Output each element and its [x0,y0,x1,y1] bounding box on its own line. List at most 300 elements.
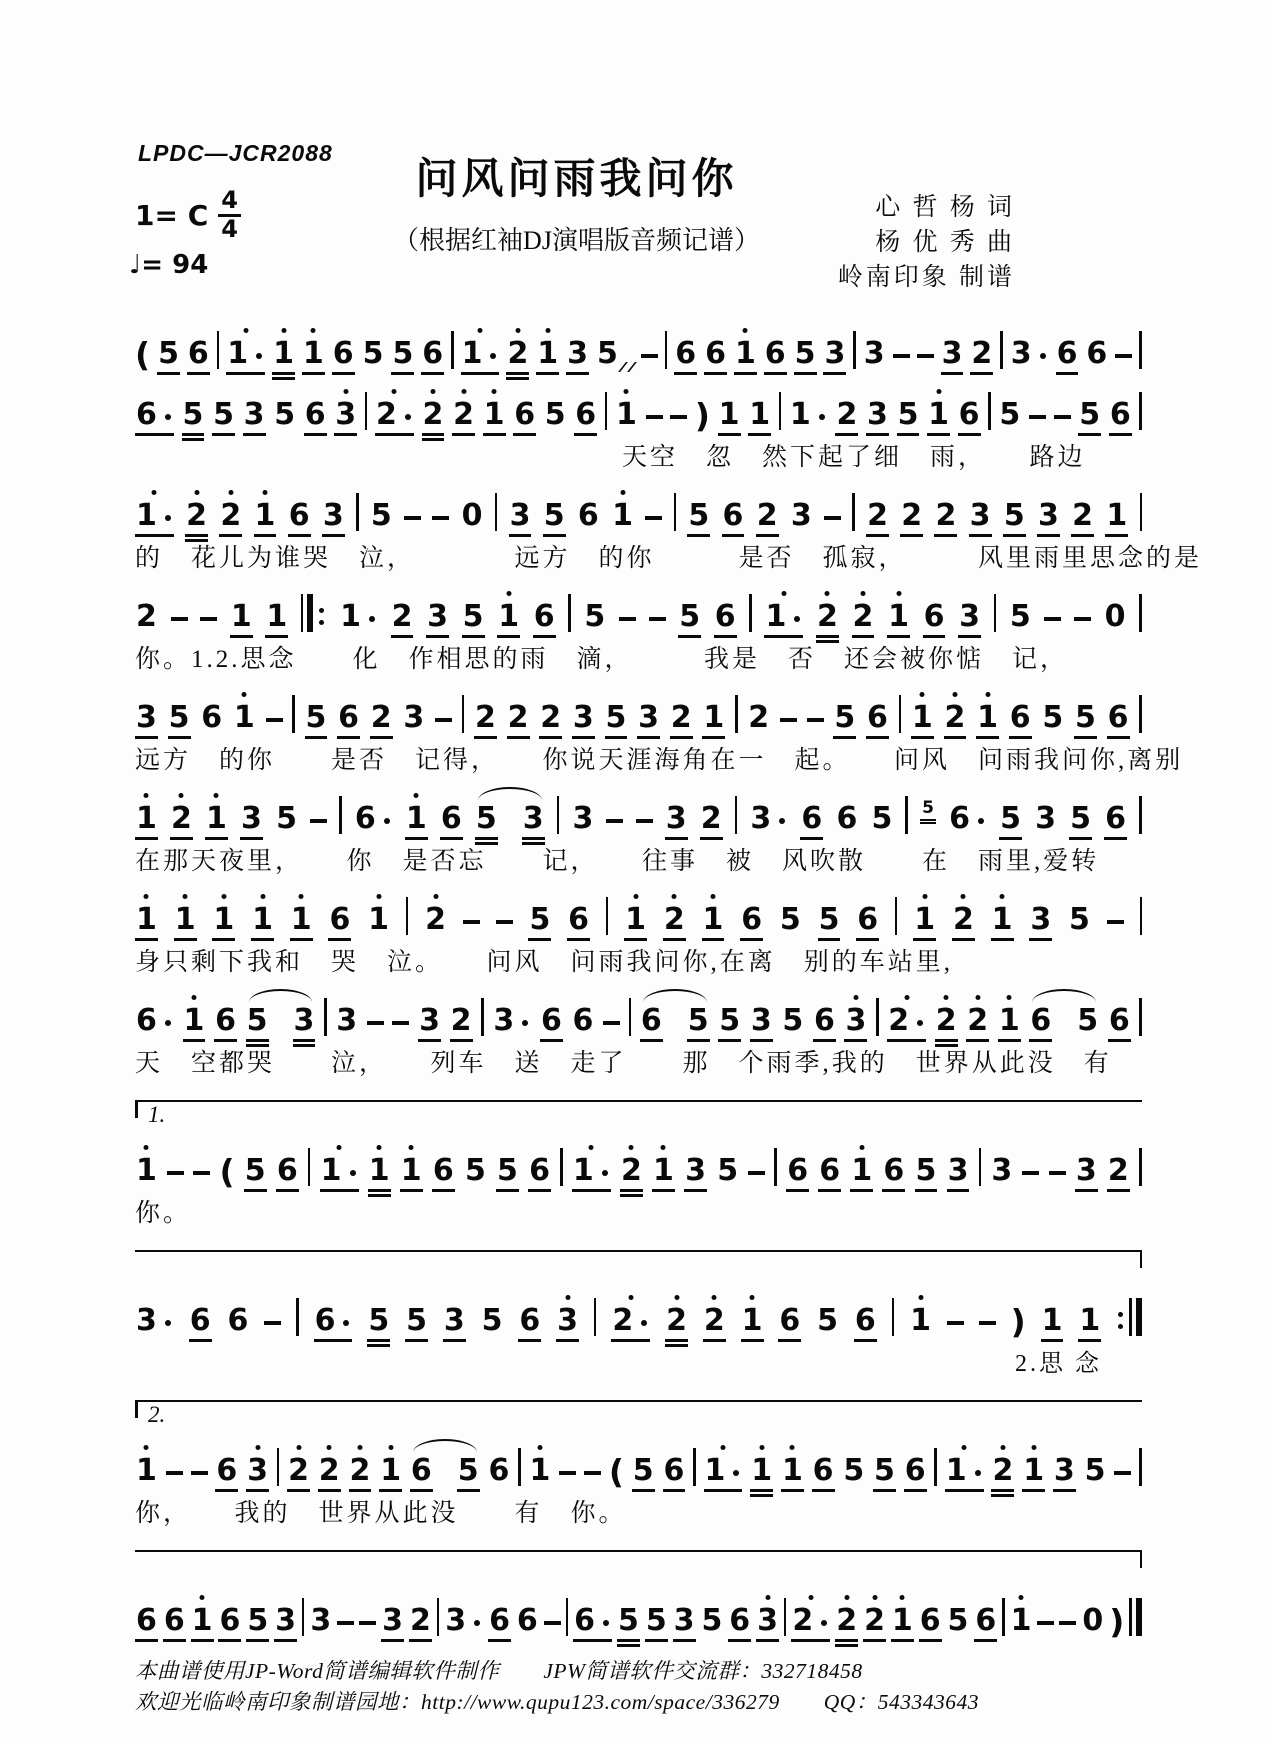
parenthesis: ) [1010,1302,1026,1341]
octave-dot [1019,1595,1024,1600]
footer-site-note: 欢迎光临岭南印象制谱园地：http://www.qupu123.com/space/336279 QQ：543343643 [135,1690,980,1714]
augmentation-dot [405,414,411,420]
note [781,1003,804,1038]
underline-eighth [426,635,449,638]
duration-dash [367,1021,384,1025]
note [1010,1603,1033,1638]
note-digit: 3 [293,1003,315,1038]
octave-dot [674,1295,679,1300]
underline-eighth [405,1339,428,1342]
note [304,397,327,432]
duration-dash [1054,415,1071,419]
note [421,336,444,371]
underline-sixteenth [991,1494,1014,1497]
note [572,700,595,735]
underline-eighth [652,1189,675,1192]
note-digit: 6 [540,1003,562,1038]
note-digit: 1 [252,902,273,937]
note-digit: 1 [537,336,559,371]
note [764,336,787,371]
note-digit: 6 [722,498,744,533]
underline-sixteenth [620,1194,643,1197]
underline-eighth [1075,1189,1098,1192]
note [135,902,158,937]
note-digit: 2 [864,1603,885,1638]
note-digit: 2 [612,1303,634,1338]
slur-arc [249,989,313,1004]
note [818,1153,841,1188]
octave-dot [311,328,316,333]
note-digit: 1 [1079,1303,1101,1338]
note-digit: 3 [969,498,991,533]
note [702,700,725,735]
note-digit: 3 [1030,902,1052,937]
underline-eighth [391,635,414,638]
underline-eighth [410,1489,433,1492]
note-digit: 2 [349,1453,371,1488]
underline-eighth [349,1489,372,1492]
duration-dash [1044,617,1061,621]
underline-eighth [944,736,967,739]
note [887,1003,926,1038]
note-digit: 6 [1056,336,1078,371]
note [246,1003,269,1038]
note [432,1153,455,1188]
underline-eighth [183,1039,206,1042]
note [812,1453,835,1488]
note-digit: 1 [174,902,196,937]
barline [1139,695,1142,733]
note-digit: 2 [944,700,966,735]
note [947,1603,970,1638]
underline-eighth [251,938,274,941]
lyrics-line: 你。1.2.思念 化 作相思的雨 滴， 我是 否 还会被你惦 记， [135,646,1069,673]
note [571,1003,594,1038]
underline-eighth [818,1189,841,1192]
note-digit: 3 [243,397,265,432]
barline [560,1148,563,1186]
duration-dash [824,516,841,520]
note [226,336,265,371]
notation-line [135,1138,1142,1191]
note [337,700,360,735]
octave-dot [710,894,715,899]
barline [365,392,368,430]
underline-eighth [665,837,688,840]
note [305,700,328,735]
underline-eighth [567,938,590,941]
underline-eighth [958,433,981,436]
octave-dot [712,1295,717,1300]
note-digit: 1 [625,902,646,937]
underline-eighth [205,837,228,840]
note-digit: 6 [883,1153,905,1188]
note-digit: 3 [572,801,594,836]
notation-line [135,1288,1142,1341]
note-digit: 2 [935,498,957,533]
underline-eighth [418,1039,441,1042]
barline [217,331,220,369]
underline-eighth [488,1639,511,1642]
augmentation-dot [641,1320,647,1326]
note [673,1603,696,1638]
note-digit: 2 [663,902,685,937]
underline-eighth [678,635,701,638]
lyrics-line: 你， 我的 世界从此没 有 你。 [135,1500,627,1527]
augmentation-dot [165,515,171,521]
underline-eighth [276,1189,299,1192]
note-digit: 6 [867,700,888,735]
note [670,700,693,735]
note [911,700,934,735]
underline-eighth [334,433,357,436]
notation-line [135,887,1142,935]
underline-eighth [833,736,856,739]
note-digit: 2 [370,700,392,735]
page-content [129,0,1203,1718]
barline [277,1448,280,1486]
note-digit: 6 [854,1303,876,1338]
song-title: 问风问雨我问你 [415,157,738,203]
octave-dot [144,894,149,899]
octave-dot [975,995,980,1000]
note [212,397,235,432]
note [475,801,498,836]
note [135,1603,158,1638]
underline-eighth [290,938,313,941]
underline-eighth [756,534,779,537]
underline-eighth [135,534,174,537]
note [741,1303,764,1338]
note [507,700,530,735]
barline [774,1148,777,1186]
note [320,1153,359,1188]
note-digit: 3 [310,1603,332,1638]
underline-eighth [670,736,693,739]
underline-eighth [189,1339,212,1342]
note-digit: 3 [427,599,448,634]
note-digit: 5 [1042,700,1064,735]
underline-eighth [288,534,311,537]
underline-eighth [1053,1489,1076,1492]
note [1109,397,1132,432]
underline-eighth [812,1489,835,1492]
octave-dot [790,1445,795,1450]
note-digit: 3 [959,599,980,634]
note-digit: 5 [947,1603,969,1638]
tremolo-mark [618,362,637,372]
note [620,1153,643,1188]
note [800,801,823,836]
note [391,336,414,371]
underline-eighth [367,1339,390,1342]
octave-dot [844,1595,849,1600]
note [182,397,205,432]
note-digit: 6 [187,336,209,371]
augmentation-dot [602,1170,608,1176]
note-digit: 2 [391,599,413,634]
note [700,1603,723,1638]
note-digit: 5 [462,599,484,634]
note-digit: 5 [182,397,204,432]
note [577,498,600,533]
note-digit: 1 [910,1303,931,1338]
underline-eighth [496,1189,519,1192]
note [265,599,288,634]
augmentation-dot [165,414,171,420]
note-digit: 3 [247,1453,268,1488]
underline-sixteenth [185,539,208,542]
note [461,498,484,533]
note [573,1603,612,1638]
underline-eighth [952,938,975,941]
note-digit: 6 [215,1003,236,1038]
note-digit: 5 [834,700,856,735]
augmentation-dot [1040,353,1046,359]
note-digit: 1 [136,801,157,836]
note-digit: 2 [670,700,692,735]
underline-eighth [891,1639,914,1642]
underline-eighth [381,1639,404,1642]
note [1107,700,1130,735]
volta-bracket [135,1100,1142,1126]
underline-eighth [287,1489,310,1492]
note [747,700,770,735]
note [913,902,936,937]
note [287,1453,310,1488]
note-digit: 2 [186,498,208,533]
note [816,1303,839,1338]
underline-sixteenth [368,1194,391,1197]
note-digit: 6 [919,1603,941,1638]
note [233,700,256,735]
underline-eighth [518,1339,541,1342]
note-digit: 2 [288,1453,309,1488]
note [135,1303,174,1338]
barline [1140,897,1143,935]
music-system [135,382,1142,470]
note [135,599,158,634]
barline [895,897,898,935]
note [974,1603,997,1638]
underline-eighth [432,1189,455,1192]
underline-eighth [835,433,858,436]
note [684,1153,707,1188]
underline-eighth [135,433,174,436]
octave-dot [260,894,265,899]
note-digit: 6 [764,336,786,371]
note-digit: 3 [509,498,531,533]
underline-eighth [818,938,841,941]
music-system [135,988,1142,1076]
note [497,599,520,634]
note-digit: 2 [318,1453,340,1488]
note-digit: 3 [1037,498,1059,533]
note-digit: 6 [136,397,157,432]
note [405,801,428,836]
underline-eighth [873,1489,896,1492]
note-digit: 5 [874,1453,895,1488]
underline-eighth [687,534,710,537]
underline-eighth [265,635,288,638]
duration-dash [893,354,910,358]
underline-eighth [405,837,428,840]
note [322,498,345,533]
underline-eighth [974,1639,997,1642]
duration-dash [645,516,662,520]
underline-eighth [314,1339,353,1342]
parenthesis: ) [1109,1602,1125,1641]
note [191,1603,214,1638]
octave-dot [589,1145,594,1150]
underline-eighth [722,534,745,537]
underline-eighth [835,1639,858,1642]
barline [302,1598,305,1636]
duration-dash [1049,1171,1066,1175]
underline-eighth [528,938,551,941]
note-digit: 6 [904,1453,926,1488]
underline-eighth [1029,938,1052,941]
underline-eighth [507,736,530,739]
duration-dash [584,1471,601,1475]
note [409,1603,432,1638]
note [481,1303,504,1338]
note-digit: 5 [843,1453,865,1488]
underline-eighth [304,433,327,436]
note-digit: 1 [461,336,483,371]
duration-dash [606,819,623,823]
underline-sixteenth [920,822,936,824]
underline-eighth [934,534,957,537]
underline-eighth [897,433,920,436]
octave-dot [242,692,247,697]
barline [339,796,342,834]
note-digit: 2 [971,336,993,371]
underline-eighth [915,1189,938,1192]
note [990,1153,1013,1188]
underline-eighth [1056,372,1079,375]
octave-dot [1007,995,1012,1000]
note [183,1003,206,1038]
note [652,1153,675,1188]
underline-eighth [741,1339,764,1342]
note [135,700,158,735]
underline-sixteenth [246,1044,269,1047]
note [302,336,325,371]
note [1041,700,1064,735]
underline-eighth [302,372,325,375]
octave-dot [388,1445,393,1450]
note [778,1303,801,1338]
note-digit: 1 [751,1453,773,1488]
note-digit: 6 [1030,1003,1052,1038]
note-digit: 1 [616,397,637,432]
note [856,902,879,937]
underline-eighth [215,1489,238,1492]
note-digit: 6 [519,1303,541,1338]
music-system [135,685,1184,774]
note [663,1453,686,1488]
underline-eighth [212,938,235,941]
duration-dash [266,718,283,722]
note-digit: 6 [975,1603,997,1638]
note-digit: 1 [320,1153,342,1188]
barline [979,1148,982,1186]
underline-sixteenth [293,1044,316,1047]
note-digit: 6 [577,498,599,533]
note-digit: 1 [136,1453,157,1488]
underline-eighth [734,372,757,375]
underline-eighth [998,1039,1021,1042]
note [1105,498,1128,533]
note-digit: 1 [704,1453,726,1488]
note-digit: 6 [857,902,879,937]
note-digit: 1 [273,336,294,371]
augmentation-dot [779,818,785,824]
note-digit: 6 [1107,700,1129,735]
note-digit: 2 [703,1303,725,1338]
note-digit: 6 [136,1003,157,1038]
duration-dash [646,415,663,419]
note [958,397,981,432]
note [998,397,1021,432]
duration-dash [193,1171,210,1175]
note-digit: 1 [380,1453,402,1488]
note-digit: 5 [1000,801,1021,836]
underline-eighth [852,635,875,638]
note-digit: 1 [227,336,249,371]
underline-eighth [920,819,936,821]
note-digit: 2 [507,700,529,735]
slur-group [1029,1003,1099,1038]
note [722,498,745,533]
underline-sixteenth [182,438,205,441]
note [334,397,357,432]
note-digit: 1 [911,700,933,735]
underline-eighth [322,534,345,537]
underline-eighth [457,1489,480,1492]
barline [495,493,498,531]
note [970,336,993,371]
note [272,336,295,371]
duration-dash [559,1471,576,1475]
barline [301,594,304,632]
underline-eighth [543,534,566,537]
score-header [129,0,1142,308]
slur-arc [478,787,542,802]
note [816,599,839,634]
underline-eighth [572,1189,611,1192]
note [637,700,660,735]
note-digit: 3 [638,700,659,735]
duration-dash [603,1021,620,1025]
note-digit: 2 [756,498,778,533]
note-digit: 2 [376,397,397,432]
underline-eighth [574,433,597,436]
note-digit: 2 [453,397,474,432]
underline-eighth [157,372,180,375]
underline-eighth [844,1039,867,1042]
note-digit: 1 [136,498,157,533]
augmentation-dot [490,353,496,359]
note-digit: 5 [922,798,934,818]
note-digit: 3 [673,1603,695,1638]
note [170,801,193,836]
augmentation-dot [819,414,825,420]
note [866,700,889,735]
music-system [135,786,1142,874]
underline-eighth [230,635,253,638]
